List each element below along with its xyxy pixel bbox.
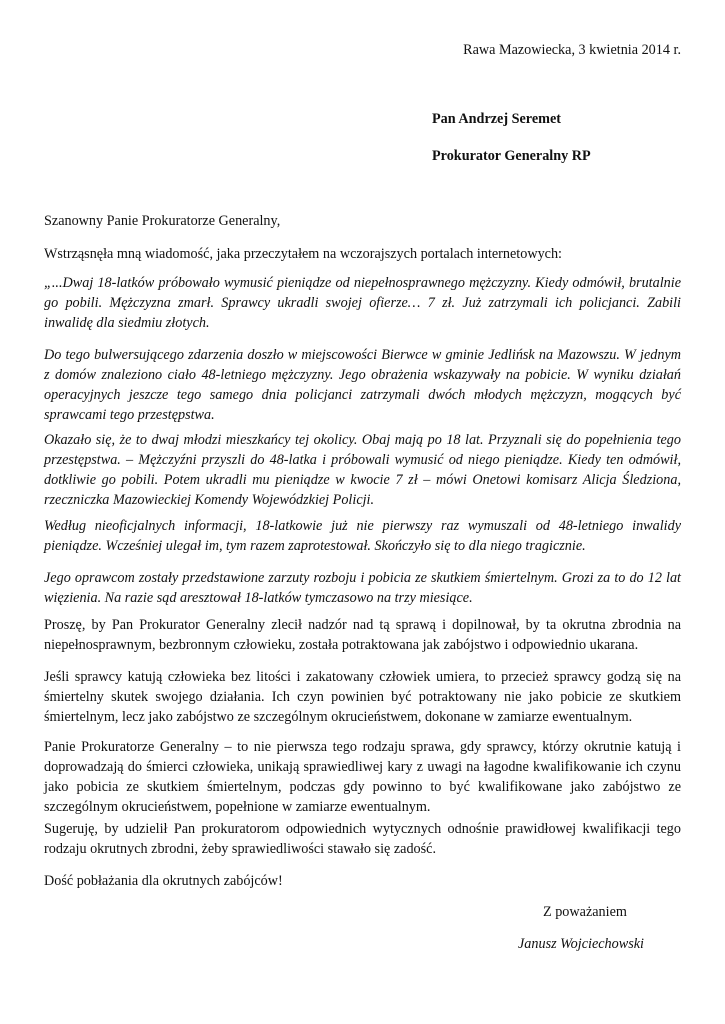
body-paragraph: Jeśli sprawcy katują człowieka bez litości i zakatowany człowiek umiera, to przecież sprawcy godzą się na śmiertelny skutek swojego działania. Ich czyn powinien być potraktowany nie jako pobicie ze skutkiem śmiertelnym, lecz jako zabójstwo ze szczególnym okrucieństwem, dokonane w zamiarze ewentualnym. <box>44 669 681 725</box>
salutation: Szanowny Panie Prokuratorze Generalny, <box>44 213 281 229</box>
quote-paragraph: Według nieoficjalnych informacji, 18-latkowie już nie pierwszy raz wymuszali od 48-letniego inwalidy pieniądze. Wcześniej ulegał im, tym razem zaprotestował. Skończyło się to dla niego tragicznie. <box>44 518 681 554</box>
place-date: Rawa Mazowiecka, 3 kwietnia 2014 r. <box>463 42 681 58</box>
quote-paragraph: „...Dwaj 18-latków próbowało wymusić pieniądze od niepełnosprawnego mężczyzny. Kiedy odmówił, brutalnie go pobili. Mężczyzna zmarł. Sprawcy ukradli swojej ofierze… 7 zł. Już zatrzymali ich policjanci. Zabili inwalidę dla siedmiu złotych. <box>44 275 681 331</box>
recipient-title: Prokurator Generalny RP <box>432 148 591 164</box>
body-paragraph: Panie Prokuratorze Generalny – to nie pierwsza tego rodzaju sprawa, gdy sprawcy, którzy okrutnie katują i doprowadzają do śmierci człowieka, unikają sprawiedliwej kary z uwagi na łagodne kwalifikowanie ich czynu jako pobicia ze skutkiem śmiertelnym, podczas gdy powinno to być kwalifikowane jako zabójstwo ze szczególnym okrucieństwem, popełnione w zamiarze ewentualnym. <box>44 739 681 815</box>
closing-exclamation: Dość pobłażania dla okrutnych zabójców! <box>44 873 283 889</box>
quote-paragraph: Okazało się, że to dwaj młodzi mieszkańcy tej okolicy. Obaj mają po 18 lat. Przyznali się do popełnienia tego przestępstwa. – Mężczyźni przyszli do 48-latka i próbowali wymusić od niego pieniądze. Kiedy ten odmówił, dotkliwie go pobili. Potem ukradli mu pieniądze w kwocie 7 zł – mówi Onetowi komisarz Alicja Śledziona, rzeczniczka Mazowieckiej Komendy Wojewódzkiej Policji. <box>44 432 681 508</box>
signature-name: Janusz Wojciechowski <box>518 936 644 952</box>
recipient-name: Pan Andrzej Seremet <box>432 111 561 127</box>
body-paragraph: Sugeruję, by udzielił Pan prokuratorom odpowiednich wytycznych odnośnie prawidłowej kwalifikacji tego rodzaju okrutnych zbrodni, żeby sprawiedliwości stawało się zadość. <box>44 821 681 857</box>
quote-paragraph: Do tego bulwersującego zdarzenia doszło w miejscowości Bierwce w gminie Jedlińsk na Mazowszu. W jednym z domów znaleziono ciało 48-letniego mężczyzny. Jego obrażenia wskazywały na pobicie. W wyniku działań operacyjnych jeszcze tego samego dnia policjanci zatrzymali dwóch młodych mężczyzn, mogących być sprawcami tego przestępstwa. <box>44 347 681 423</box>
intro-line: Wstrząsnęła mną wiadomość, jaka przeczytałem na wczorajszych portalach internetowych: <box>44 246 563 262</box>
closing-phrase: Z poważaniem <box>543 904 627 920</box>
body-paragraph: Proszę, by Pan Prokurator Generalny zlecił nadzór nad tą sprawą i dopilnował, by ta okrutna zbrodnia na niepełnosprawnym, bezbronnym człowieku, została potraktowana jak zabójstwo i odpowiednio ukarana. <box>44 617 681 653</box>
quote-paragraph: Jego oprawcom zostały przedstawione zarzuty rozboju i pobicia ze skutkiem śmiertelnym. Grozi za to do 12 lat więzienia. Na razie sąd aresztował 18-latków tymczasowo na trzy miesiące. <box>44 570 681 606</box>
